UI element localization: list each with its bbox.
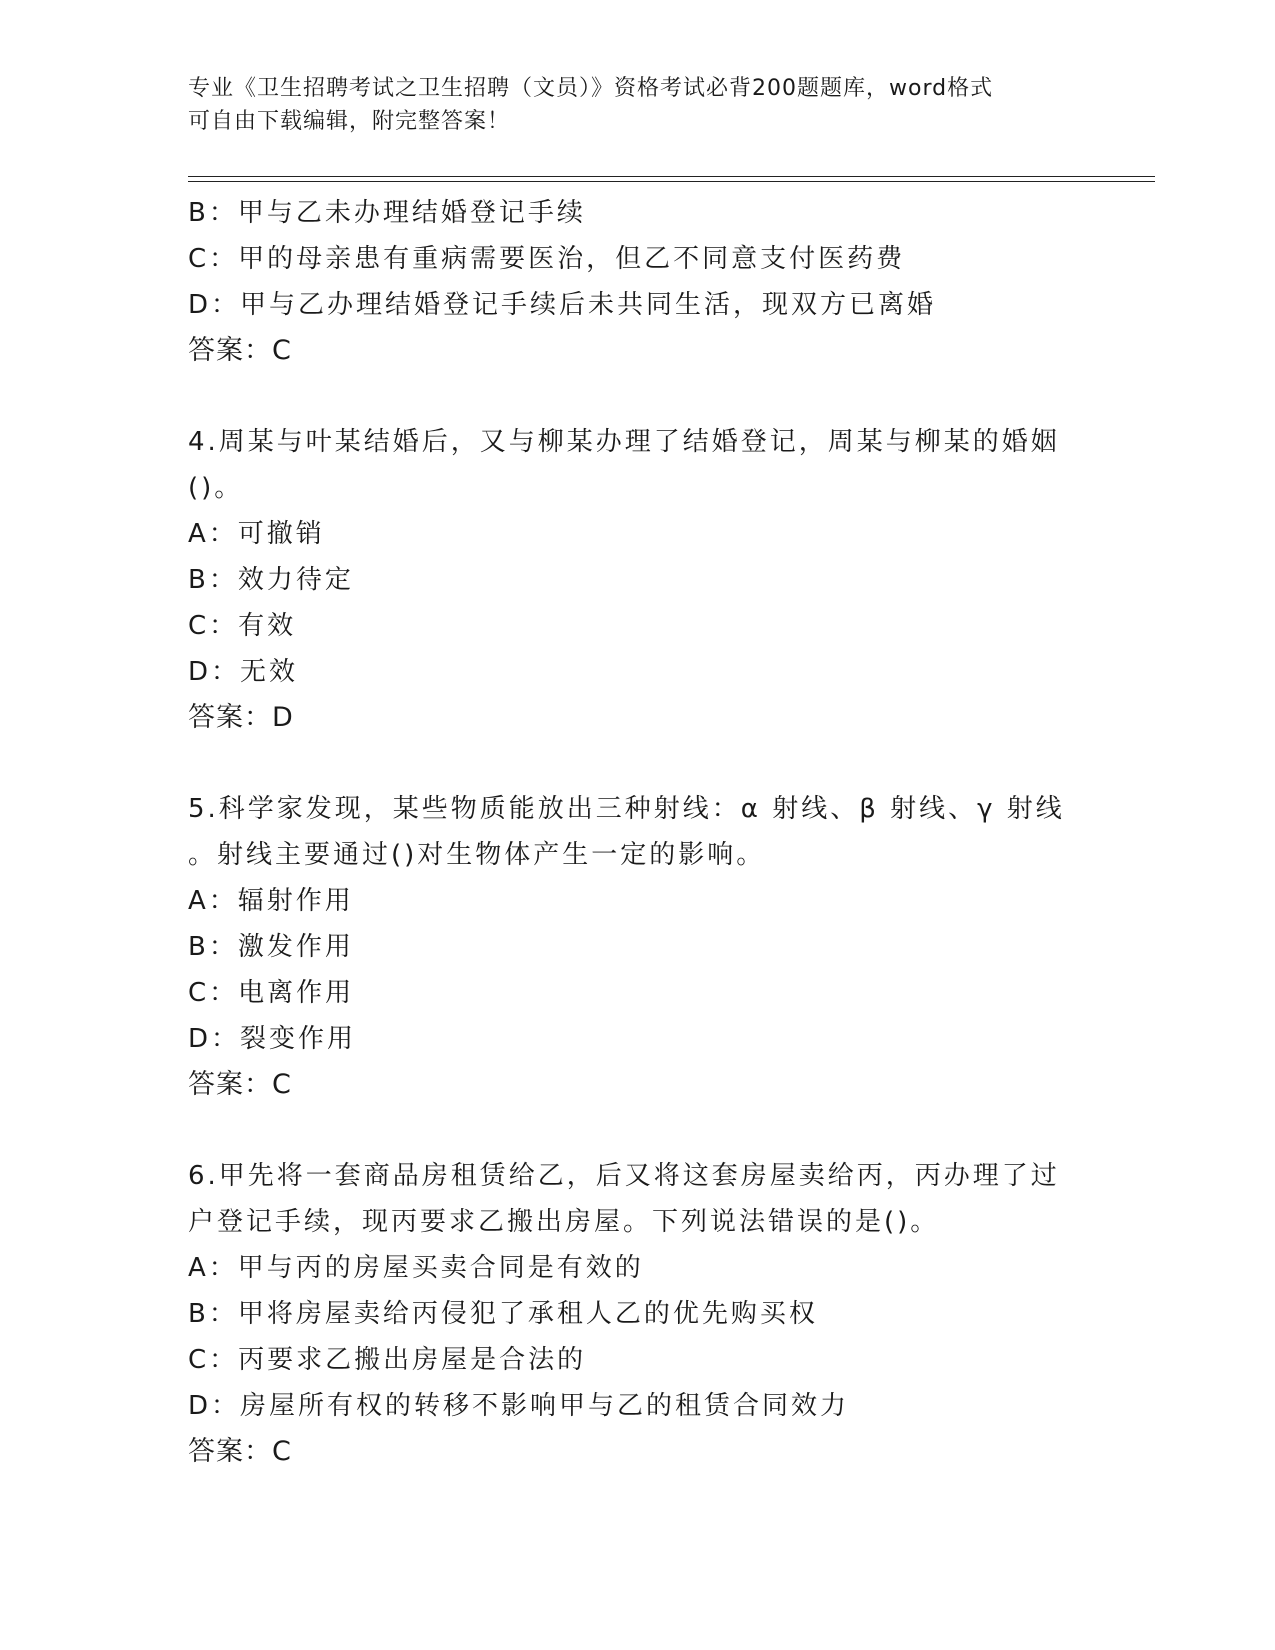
header-rule-bottom	[188, 181, 1155, 182]
option-d: D：甲与乙办理结婚登记手续后未共同生活，现双方已离婚	[188, 290, 937, 320]
question-stem-line: 。射线主要通过()对生物体产生一定的影响。	[188, 840, 766, 870]
option-b: B：激发作用	[188, 932, 354, 962]
answer-line: 答案：C	[188, 1436, 292, 1467]
question-stem-line: 5.科学家发现，某些物质能放出三种射线：α 射线、β 射线、γ 射线	[188, 794, 1065, 824]
option-b: B：甲将房屋卖给丙侵犯了承租人乙的优先购买权	[188, 1299, 818, 1329]
option-c: C：有效	[188, 611, 297, 641]
question-5	[188, 786, 1088, 1108]
option-a: A：可撤销	[188, 519, 325, 549]
option-c: C：甲的母亲患有重病需要医治，但乙不同意支付医药费	[188, 244, 906, 274]
option-b: B：甲与乙未办理结婚登记手续	[188, 198, 586, 228]
answer-line: 答案：D	[188, 702, 294, 733]
option-c: C：电离作用	[188, 978, 355, 1008]
option-c: C：丙要求乙搬出房屋是合法的	[188, 1345, 587, 1375]
option-a: A：辐射作用	[188, 886, 354, 916]
question-6	[188, 1153, 1088, 1475]
question-stem-line: ()。	[188, 473, 244, 503]
option-b: B：效力待定	[188, 565, 354, 595]
question-stem-line: 4.周某与叶某结婚后，又与柳某办理了结婚登记，周某与柳某的婚姻	[188, 427, 1060, 457]
document-body	[188, 190, 1088, 1475]
option-a: A：甲与丙的房屋买卖合同是有效的	[188, 1253, 644, 1283]
question-4	[188, 419, 1088, 741]
page-header	[188, 72, 1088, 138]
option-d: D：裂变作用	[188, 1024, 357, 1054]
question-stem-line: 户登记手续，现丙要求乙搬出房屋。下列说法错误的是()。	[188, 1207, 940, 1237]
answer-line: 答案：C	[188, 1069, 292, 1100]
header-rule-top	[188, 176, 1155, 177]
answer-line: 答案：C	[188, 335, 292, 366]
question-stem-line: 6.甲先将一套商品房租赁给乙，后又将这套房屋卖给丙，丙办理了过	[188, 1161, 1060, 1191]
question-3-continued	[188, 190, 1088, 374]
option-d: D：房屋所有权的转移不影响甲与乙的租赁合同效力	[188, 1391, 850, 1421]
header-line-2: 可自由下载编辑，附完整答案！	[188, 109, 511, 134]
header-line-1: 专业《卫生招聘考试之卫生招聘（文员）》资格考试必背200题题库，word格式	[188, 76, 994, 101]
option-d: D：无效	[188, 657, 299, 687]
